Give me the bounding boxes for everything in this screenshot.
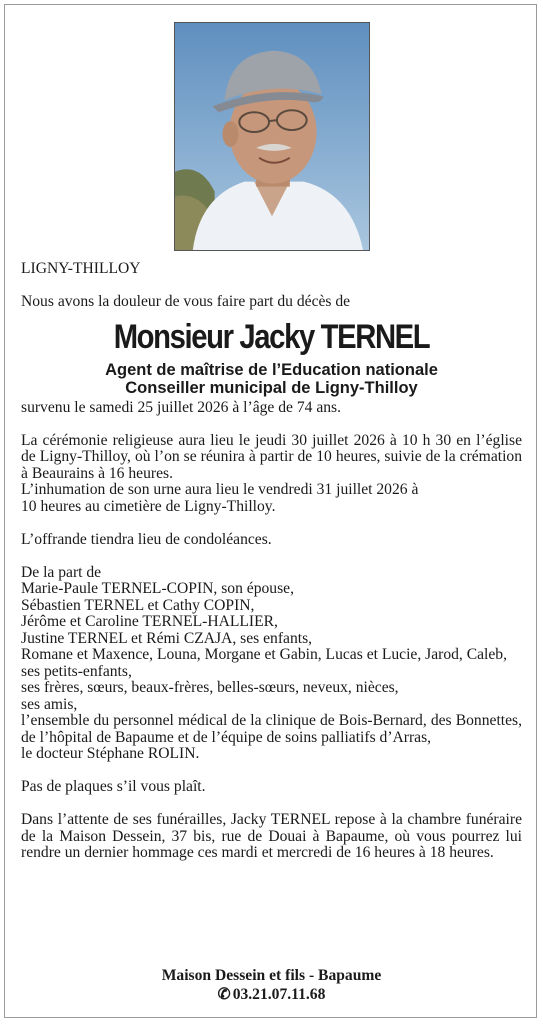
title-line: Conseiller municipal de Ligny-Thilloy xyxy=(125,378,418,397)
no-plaques-text: Pas de plaques s’il vous plaît. xyxy=(21,778,206,795)
family-line: Sébastien TERNEL et Cathy COPIN, xyxy=(21,596,255,614)
family-line: Marie-Paule TERNEL-COPIN, son épouse, xyxy=(21,580,294,597)
burial-line: 10 heures au cimetière de Ligny-Thilloy. xyxy=(21,497,276,515)
intro-text: Nous avons la douleur de vous faire part du décès de xyxy=(21,293,351,310)
family-line: ses amis, xyxy=(21,695,78,713)
family-line: De la part de xyxy=(21,563,102,581)
family-line: Jérôme et Caroline TERNEL-HALLIER, xyxy=(21,613,278,630)
condolences-text: L’offrande tiendra lieu de condoléances. xyxy=(21,530,272,548)
deceased-titles xyxy=(21,361,522,397)
family-line: l’ensemble du personnel médical de la clinique de Bois-Bernard, des Bonnettes, de l’hôpital de Bapaume et de l’équipe de soins palliatifs d’Arras, xyxy=(21,712,522,746)
family-line: Romane et Maxence, Louna, Morgane et Gabin, Lucas et Lucie, Jarod, Caleb, xyxy=(21,646,507,663)
telephone-icon: ✆ xyxy=(217,986,231,1003)
ceremony-text: La cérémonie religieuse aura lieu le jeudi 30 juillet 2026 à 10 h 30 en l’église de Ligny-Thilloy, où l’on se réunira à partir de 10 heures, suivie de la crémation à Beaurains à 16 heures. xyxy=(21,431,522,482)
title-line: Agent de maîtrise de l’Education nationale xyxy=(105,360,438,379)
phone-line xyxy=(21,985,522,1004)
location: LIGNY-THILLOY xyxy=(21,260,141,277)
burial-line: L’inhumation de son urne aura lieu le vendredi 31 juillet 2026 à xyxy=(21,481,419,498)
deceased-name: Monsieur Jacky TERNEL xyxy=(113,317,430,356)
funeral-home-note: Dans l’attente de ses funérailles, Jacky TERNEL repose à la chambre funéraire de la Maison Dessein, 37 bis, rue de Douai à Bapaume, où vous pourrez lui rendre un dernier hommage ces mardi et mercredi de 16 heures à 18 heures. xyxy=(21,811,522,861)
family-line: Justine TERNEL et Rémi CZAJA, ses enfants, xyxy=(21,629,313,647)
death-date: survenu le samedi 25 juillet 2026 à l’âge de 74 ans. xyxy=(21,398,342,416)
funeral-company: Maison Dessein et fils - Bapaume xyxy=(161,967,382,984)
family-line: ses frères, sœurs, beaux-frères, belles-sœurs, neveux, nièces, xyxy=(21,679,399,696)
family-line: le docteur Stéphane ROLIN. xyxy=(21,745,200,762)
family-line: ses petits-enfants, xyxy=(21,662,132,680)
notice-body xyxy=(21,261,522,862)
phone-number: 03.21.07.11.68 xyxy=(232,986,326,1003)
portrait-photo xyxy=(174,22,370,251)
footer xyxy=(21,966,522,1004)
